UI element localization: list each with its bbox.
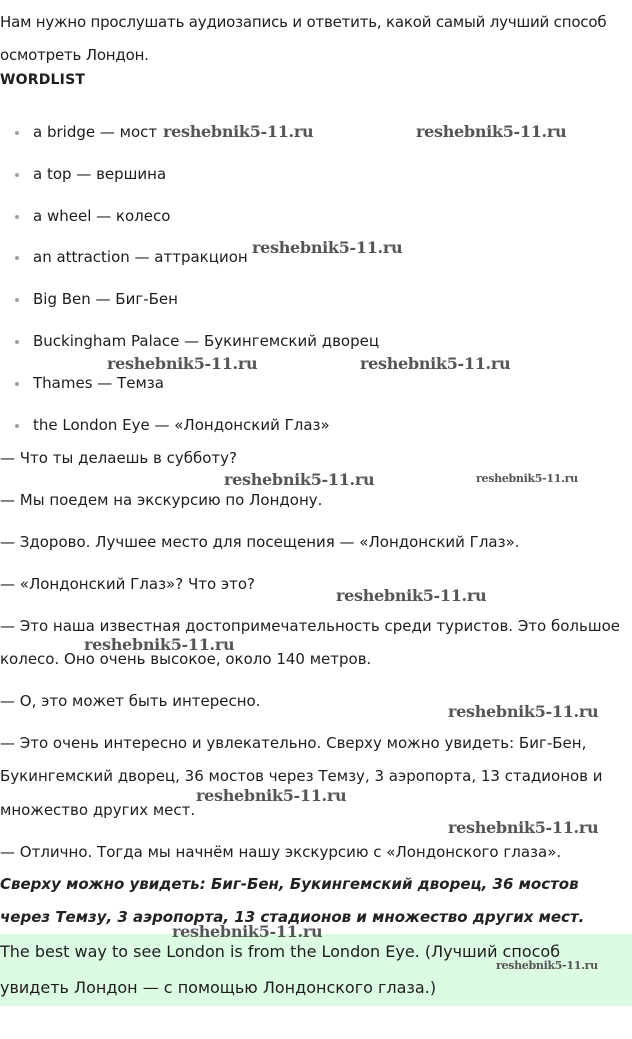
dialogue-line: — О, это может быть интересно. (0, 691, 261, 710)
watermark: reshebnik5-11.ru (163, 122, 314, 141)
bullet-icon (15, 215, 19, 219)
watermark: reshebnik5-11.ru (224, 470, 375, 489)
wordlist (0, 112, 632, 446)
wordlist-item-text: an attraction — аттракцион (33, 248, 248, 267)
dialogue-line: — Отлично. Тогда мы начнём нашу экскурсию с «Лондонского глаза». (0, 842, 562, 861)
bullet-icon (15, 131, 19, 135)
bullet-icon (15, 298, 19, 302)
dialogue-line: — Что ты делаешь в субботу? (0, 449, 238, 467)
wordlist-item-text: Big Ben — Биг-Бен (33, 290, 178, 309)
watermark: reshebnik5-11.ru (172, 922, 323, 941)
dialogue-line: — Здорово. Лучшее место для посещения — «Лондонский Глаз». (0, 532, 520, 551)
dialogue-line: — «Лондонский Глаз»? Что это? (0, 574, 256, 593)
watermark: reshebnik5-11.ru (196, 786, 347, 805)
watermark: reshebnik5-11.ru (107, 354, 258, 373)
bullet-icon (15, 424, 19, 428)
watermark: reshebnik5-11.ru (416, 122, 567, 141)
watermark: reshebnik5-11.ru (448, 702, 599, 721)
list-item (0, 154, 632, 196)
list-item (0, 405, 632, 447)
bullet-icon (15, 173, 19, 177)
watermark: reshebnik5-11.ru (252, 238, 403, 257)
wordlist-item-text: Buckingham Palace — Букингемский дворец (33, 331, 380, 350)
wordlist-item-text: the London Eye — «Лондонский Глаз» (33, 415, 330, 434)
intro-text: Нам нужно прослушать аудиозапись и ответить, какой самый лучший способ осмотреть Лондон. (0, 13, 607, 64)
wordlist-item-text: a top — вершина (33, 164, 167, 183)
list-item (0, 196, 632, 238)
bullet-icon (15, 382, 19, 386)
bullet-icon (15, 340, 19, 344)
wordlist-item-text: a wheel — колесо (33, 206, 171, 225)
watermark: reshebnik5-11.ru (336, 586, 487, 605)
dialogue (0, 442, 624, 878)
answer-text: The best way to see London is from the London Eye. (Лучший способ увидеть Лондон — с помощью Лондонского глаза.) (0, 942, 561, 997)
list-item (0, 363, 632, 405)
watermark: reshebnik5-11.ru (496, 959, 598, 972)
dialogue-line: — Это очень интересно и увлекательно. Сверху можно увидеть: Биг-Бен, Букингемский дворец, 36 мостов через Темзу, 3 аэропорта, 13 стадионов и множество других мест. (0, 733, 603, 819)
bullet-icon (15, 256, 19, 260)
highlight-quote: Сверху можно увидеть: Биг-Бен, Букингемский дворец, 36 мостов через Темзу, 3 аэропорта, 13 стадионов и множество других мест. (0, 875, 585, 926)
wordlist-item-text: Thames — Темза (33, 373, 164, 392)
wordlist-item-text: a bridge — мост (33, 123, 158, 141)
dialogue-line: — Мы поедем на экскурсию по Лондону. (0, 490, 323, 509)
watermark: reshebnik5-11.ru (476, 472, 578, 485)
watermark: reshebnik5-11.ru (84, 635, 235, 654)
watermark: reshebnik5-11.ru (360, 354, 511, 373)
dialogue-line: — Это наша известная достопримечательность среди туристов. Это большое колесо. Оно очень высокое, около 140 метров. (0, 616, 620, 669)
watermark: reshebnik5-11.ru (448, 818, 599, 837)
list-item (0, 321, 632, 363)
list-item (0, 279, 632, 321)
wordlist-heading: WORDLIST (0, 72, 86, 88)
